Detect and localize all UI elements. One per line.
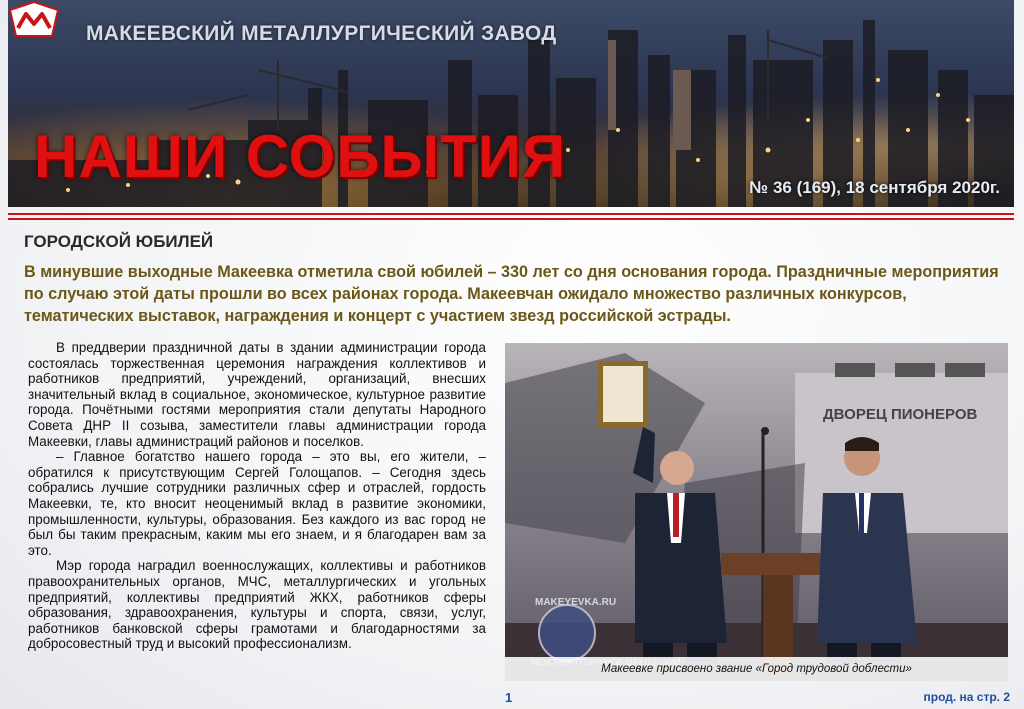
- backdrop-sign: ДВОРЕЦ ПИОНЕРОВ: [823, 406, 978, 423]
- continue-link[interactable]: прод. на стр. 2: [923, 690, 1010, 704]
- article-lead: В минувшие выходные Макеевка отметила свой юбилей – 330 лет со дня основания города. Праздничные мероприятия по случаю этой даты прошли во всех районах города. Макеевчан ожидало множество различных конкурсов, тематических выставок, награждения и концерт с участием звезд российской эстрады.: [24, 263, 999, 325]
- photo-watermark: MAKEYEVKA.RU: [535, 597, 617, 608]
- issue-info: № 36 (169), 18 сентября 2020г.: [749, 178, 1000, 197]
- header-banner: [8, 0, 1014, 207]
- page-number: 1: [505, 690, 513, 705]
- article-paragraph: – Главное богатство нашего города – это вы, его жители, – обратился к присутствующим Сергей Голощапов. – Сегодня здесь собрались лучшие сотрудники различных сфер и отраслей, гордость Макеевки, те, кто вносит неоценимый вклад в развитие экономики, промышленности, культуры, образования. Без каждого из вас город не был бы таким прекрасным, каким мы его знаем, и я благодарен вам за это.: [28, 449, 486, 558]
- article-photo: [505, 343, 1008, 681]
- article-paragraph: В преддверии праздничной даты в здании администрации города состоялась торжественная церемония награждения коллективов и работников предприятий, учреждений, организаций, внесших значительный вклад в социальное, экономическое, культурное развитие города. Почётными гостями мероприятия стали депутаты Народного Совета ДНР II созыва, заместители главы администрации города Макеевки, главы администраций районов и поселков.: [28, 340, 486, 449]
- photo-caption: Макеевке присвоено звание «Город трудовой доблести»: [505, 657, 1008, 681]
- plant-name: МАКЕЕВСКИЙ МЕТАЛЛУРГИЧЕСКИЙ ЗАВОД: [86, 22, 557, 45]
- divider-top: [8, 213, 1014, 215]
- divider-bottom: [8, 218, 1014, 220]
- article-headline: ГОРОДСКОЙ ЮБИЛЕЙ: [24, 232, 214, 251]
- article-paragraph: Мэр города наградил военнослужащих, коллективы и работников правоохранительных органов, МЧС, металлургических и угольных предприятий, коллективы предприятий ЖКХ, работников сферы образования, здравоохранения, культуры и спорта, связи, услуг, работников банковской сферы грамотами и благодарностями за добросовестный труд и высокий профессионализм.: [28, 558, 486, 652]
- ceremony-scene: [505, 343, 1008, 681]
- plant-logo-icon: [8, 0, 60, 40]
- section-title: НАШИ СОБЫТИЯ: [34, 123, 567, 190]
- article-body: [28, 340, 486, 652]
